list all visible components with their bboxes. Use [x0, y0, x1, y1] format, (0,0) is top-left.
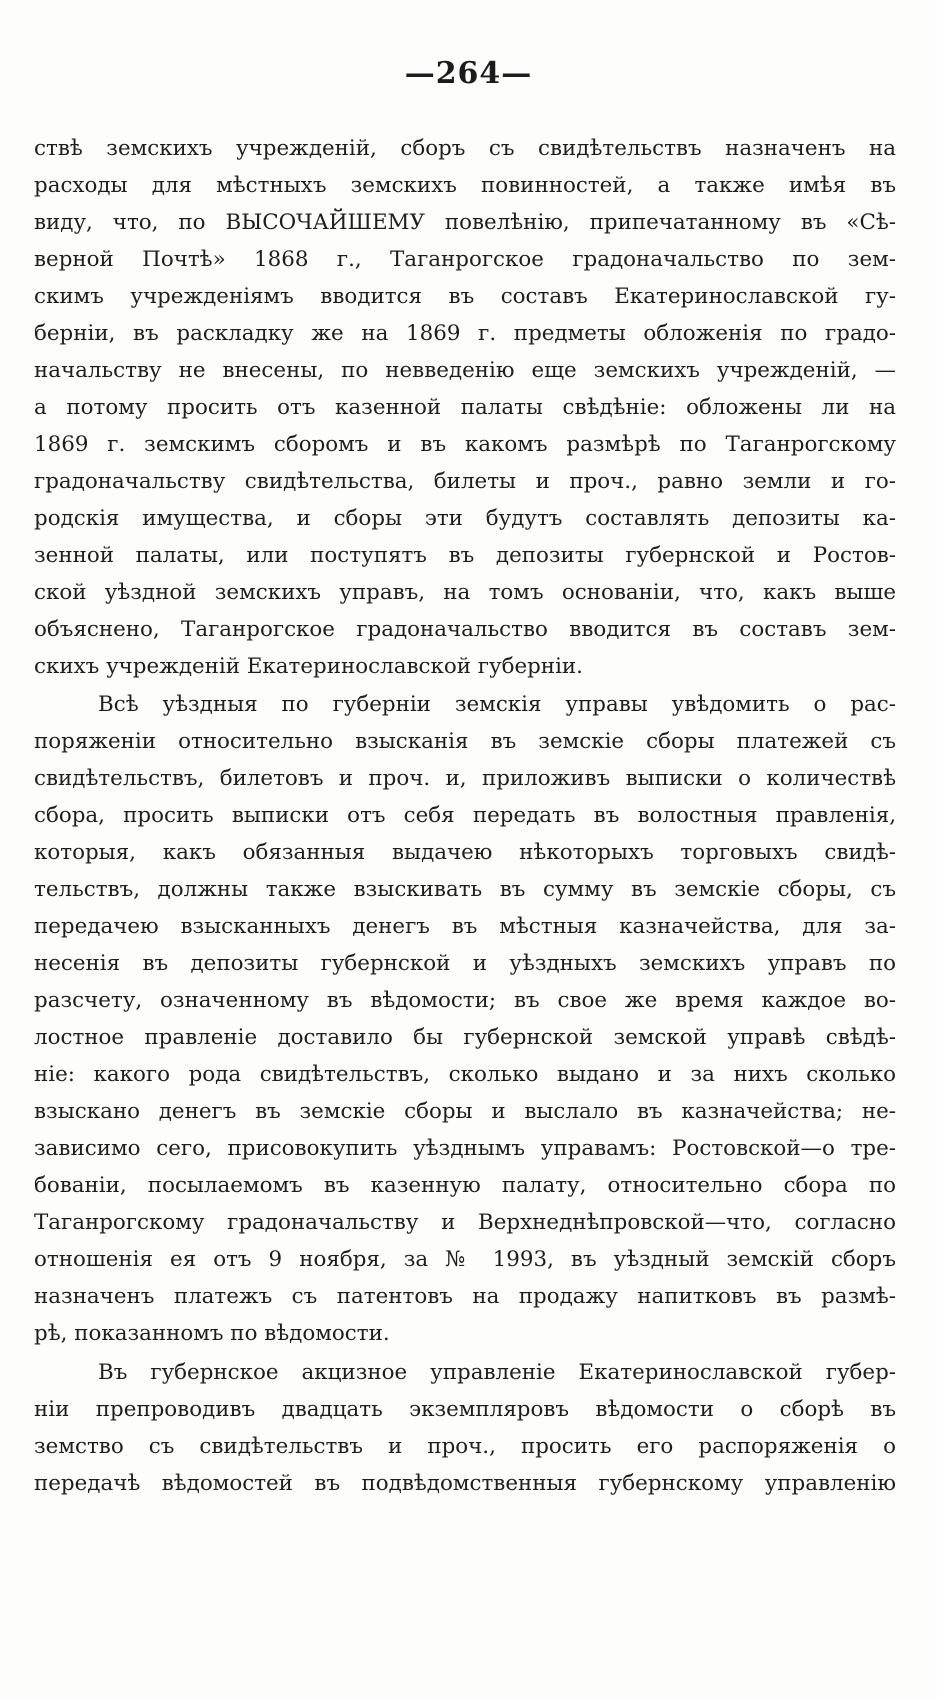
text-line: несенія въ депозиты губернской и уѣздныхъ земскихъ управъ по — [34, 951, 896, 976]
paragraph-3 — [34, 1354, 896, 1502]
text-line: ствѣ земскихъ учрежденій, сборъ съ свидѣтельствъ назначенъ на — [34, 136, 896, 161]
text-line: взыскано денегъ въ земскіе сборы и выслало въ казначейства; не- — [34, 1099, 896, 1124]
text-line: берніи, въ раскладку же на 1869 г. предметы обложенія по градо- — [34, 321, 896, 346]
text-line: передачею взысканныхъ денегъ въ мѣстныя казначейства, для за- — [34, 914, 896, 939]
text-line: сбора, просить выписки отъ себя передать въ волостныя правленія, — [34, 803, 896, 828]
text-line: назначенъ платежъ съ патентовъ на продажу напитковъ въ размѣ- — [34, 1284, 896, 1309]
text-line: Въ губернское акцизное управленіе Екатеринославской губер- — [98, 1360, 896, 1385]
text-line: Всѣ уѣздныя по губерніи земскія управы увѣдомить о рас- — [98, 692, 896, 717]
text-line: свидѣтельствъ, билетовъ и проч. и, приложивъ выписки о количествѣ — [34, 766, 896, 791]
text-line: рѣ, показанномъ по вѣдомости. — [34, 1321, 390, 1346]
text-line: тельствъ, должны также взыскивать въ сумму въ земскіе сборы, съ — [34, 877, 896, 902]
page-number: —264— — [404, 56, 533, 91]
text-line: разсчету, означенному въ вѣдомости; въ свое же время каждое во- — [34, 988, 896, 1013]
text-line: поряженіи относительно взысканія въ земскіе сборы платежей съ — [34, 729, 896, 754]
text-line: ской уѣздной земскихъ управъ, на томъ основаніи, что, какъ выше — [34, 580, 896, 605]
text-line: зависимо сего, присовокупить уѣзднымъ управамъ: Ростовской—о тре- — [34, 1136, 896, 1161]
text-line: ніе: какого рода свидѣтельствъ, сколько выдано и за нихъ сколько — [34, 1062, 896, 1087]
text-line: родскія имущества, и сборы эти будутъ составлять депозиты ка- — [34, 506, 896, 531]
text-line: скимъ учрежденіямъ вводится въ составъ Екатеринославской гу- — [34, 284, 896, 309]
text-line: объяснено, Таганрогское градоначальство вводится въ составъ зем- — [34, 617, 896, 642]
text-line: виду, что, по ВЫСОЧАЙШЕМУ повелѣнію, припечатанному въ «Сѣ- — [34, 210, 896, 235]
text-line: бованіи, посылаемомъ въ казенную палату, относительно сбора по — [34, 1173, 896, 1198]
text-line: верной Почтѣ» 1868 г., Таганрогское градоначальство по зем- — [34, 247, 896, 272]
paragraph-1 — [34, 130, 896, 685]
text-line: лостное правленіе доставило бы губернской земской управѣ свѣдѣ- — [34, 1025, 896, 1050]
text-line: ніи препроводивъ двадцать экземпляровъ вѣдомости о сборѣ въ — [34, 1397, 896, 1422]
text-line: начальству не внесены, по невведенію еще земскихъ учрежденій, — — [34, 358, 896, 383]
text-line: зенной палаты, или поступятъ въ депозиты губернской и Ростов- — [34, 543, 896, 568]
text-line: а потому просить отъ казенной палаты свѣдѣніе: обложены ли на — [34, 395, 896, 420]
text-line: передачѣ вѣдомостей въ подвѣдомственныя губернскому управленію — [34, 1471, 896, 1496]
text-line: Таганрогскому градоначальству и Верхнеднѣпровской—что, согласно — [34, 1210, 896, 1235]
paragraph-2 — [34, 686, 896, 1352]
text-line: земство съ свидѣтельствъ и проч., просить его распоряженія о — [34, 1434, 896, 1459]
text-line: отношенія ея отъ 9 ноября, за № 1993, въ уѣздный земскій сборъ — [34, 1247, 896, 1272]
text-line: которыя, какъ обязанныя выдачею нѣкоторыхъ торговыхъ свидѣ- — [34, 840, 896, 865]
text-line: расходы для мѣстныхъ земскихъ повинностей, а также имѣя въ — [34, 173, 896, 198]
text-line: 1869 г. земскимъ сборомъ и въ какомъ размѣрѣ по Таганрогскому — [34, 432, 896, 457]
text-line: скихъ учрежденій Екатеринославской губерніи. — [34, 654, 583, 679]
text-line: градоначальству свидѣтельства, билеты и проч., равно земли и го- — [34, 469, 896, 494]
